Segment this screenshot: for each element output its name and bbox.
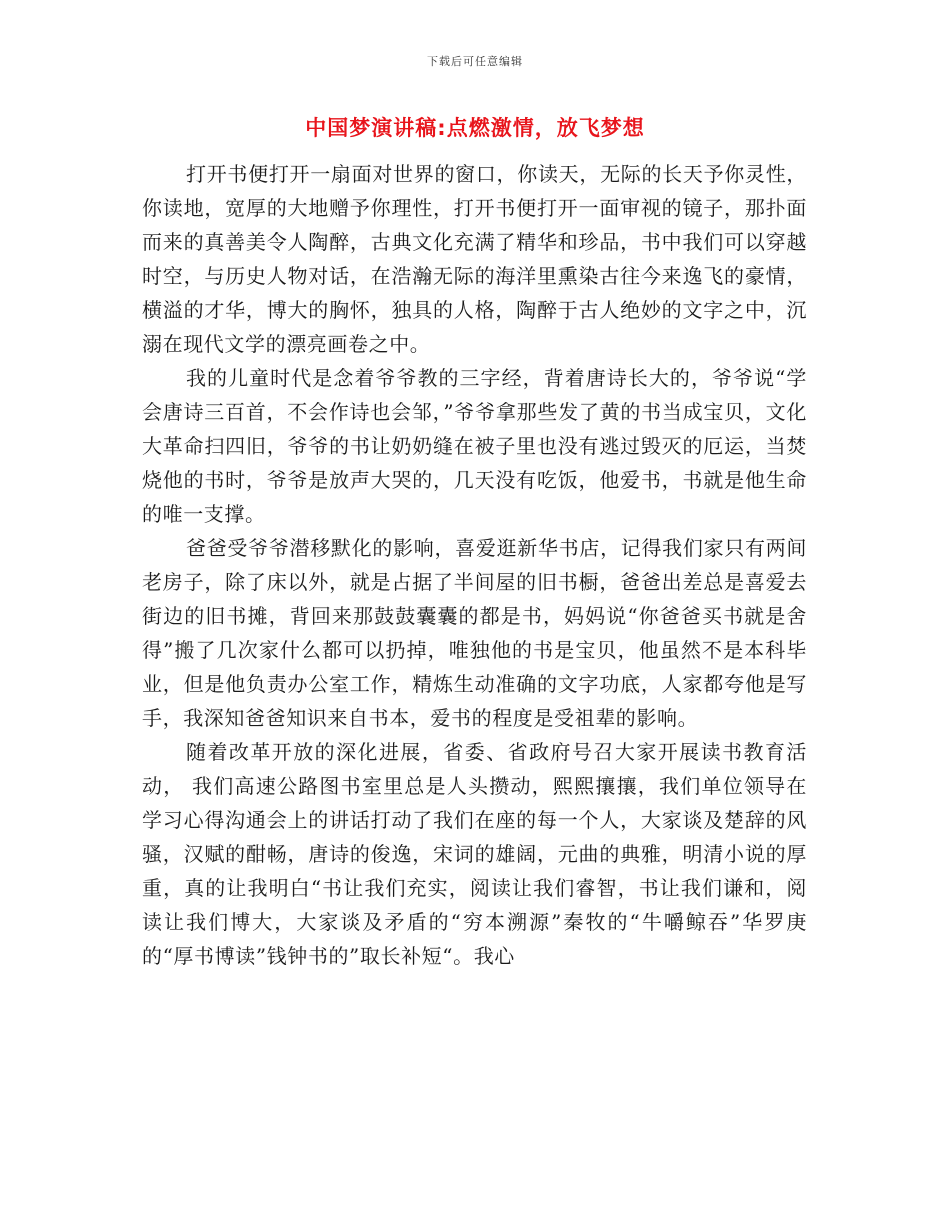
paragraph: 随着改革开放的深化进展，省委、省政府号召大家开展读书教育活动， 我们高速公路图书室里总是人头攒动，熙熙攘攘，我们单位领导在学习心得沟通会上的讲话打动了我们在座的每一个人，大家谈及楚辞的风骚，汉赋的酣畅，唐诗的俊逸，宋词的雄阔，元曲的典雅，明清小说的厚重，真的让我明白“书让我们充实，阅读让我们睿智，书让我们谦和，阅读让我们博大，大家谈及矛盾的“穷本溯源”秦牧的“牛嚼鲸吞”华罗庚的“厚书博读”钱钟书的”取长补短“。我心 bbox=[142, 740, 807, 968]
header-note: 下载后可任意编辑 bbox=[427, 55, 523, 68]
paragraph: 爸爸受爷爷潜移默化的影响，喜爱逛新华书店，记得我们家只有两间老房子，除了床以外，就是占据了半间屋的旧书橱，爸爸出差总是喜爱去街边的旧书摊，背回来那鼓鼓囊囊的都是书，妈妈说“你爸爸买书就是舍得”搬了几次家什么都可以扔掉，唯独他的书是宝贝，他虽然不是本科毕业，但是他负责办公室工作，精炼生动准确的文字功底，人家都夸他是写手，我深知爸爸知识来自书本，爱书的程度是受祖辈的影响。 bbox=[142, 536, 807, 730]
document-body bbox=[142, 157, 807, 973]
document-title: 中国梦演讲稿:点燃激情，放飞梦想 bbox=[305, 116, 645, 140]
paragraph: 我的儿童时代是念着爷爷教的三字经，背着唐诗长大的，爷爷说“学会唐诗三百首，不会作诗也会邹，”爷爷拿那些发了黄的书当成宝贝，文化大革命扫四旧，爷爷的书让奶奶缝在被子里也没有逃过毁灭的厄运，当焚烧他的书时，爷爷是放声大哭的，几天没有吃饭，他爱书，书就是他生命的唯一支撑。 bbox=[142, 366, 807, 526]
paragraph: 打开书便打开一扇面对世界的窗口，你读天，无际的长天予你灵性，你读地，宽厚的大地赠予你理性，打开书便打开一面审视的镜子，那扑面而来的真善美令人陶醉，古典文化充满了精华和珍品，书中我们可以穿越时空，与历史人物对话，在浩瀚无际的海洋里熏染古往今来逸飞的豪情，横溢的才华，博大的胸怀，独具的人格，陶醉于古人绝妙的文字之中，沉溺在现代文学的漂亮画卷之中。 bbox=[142, 162, 807, 356]
